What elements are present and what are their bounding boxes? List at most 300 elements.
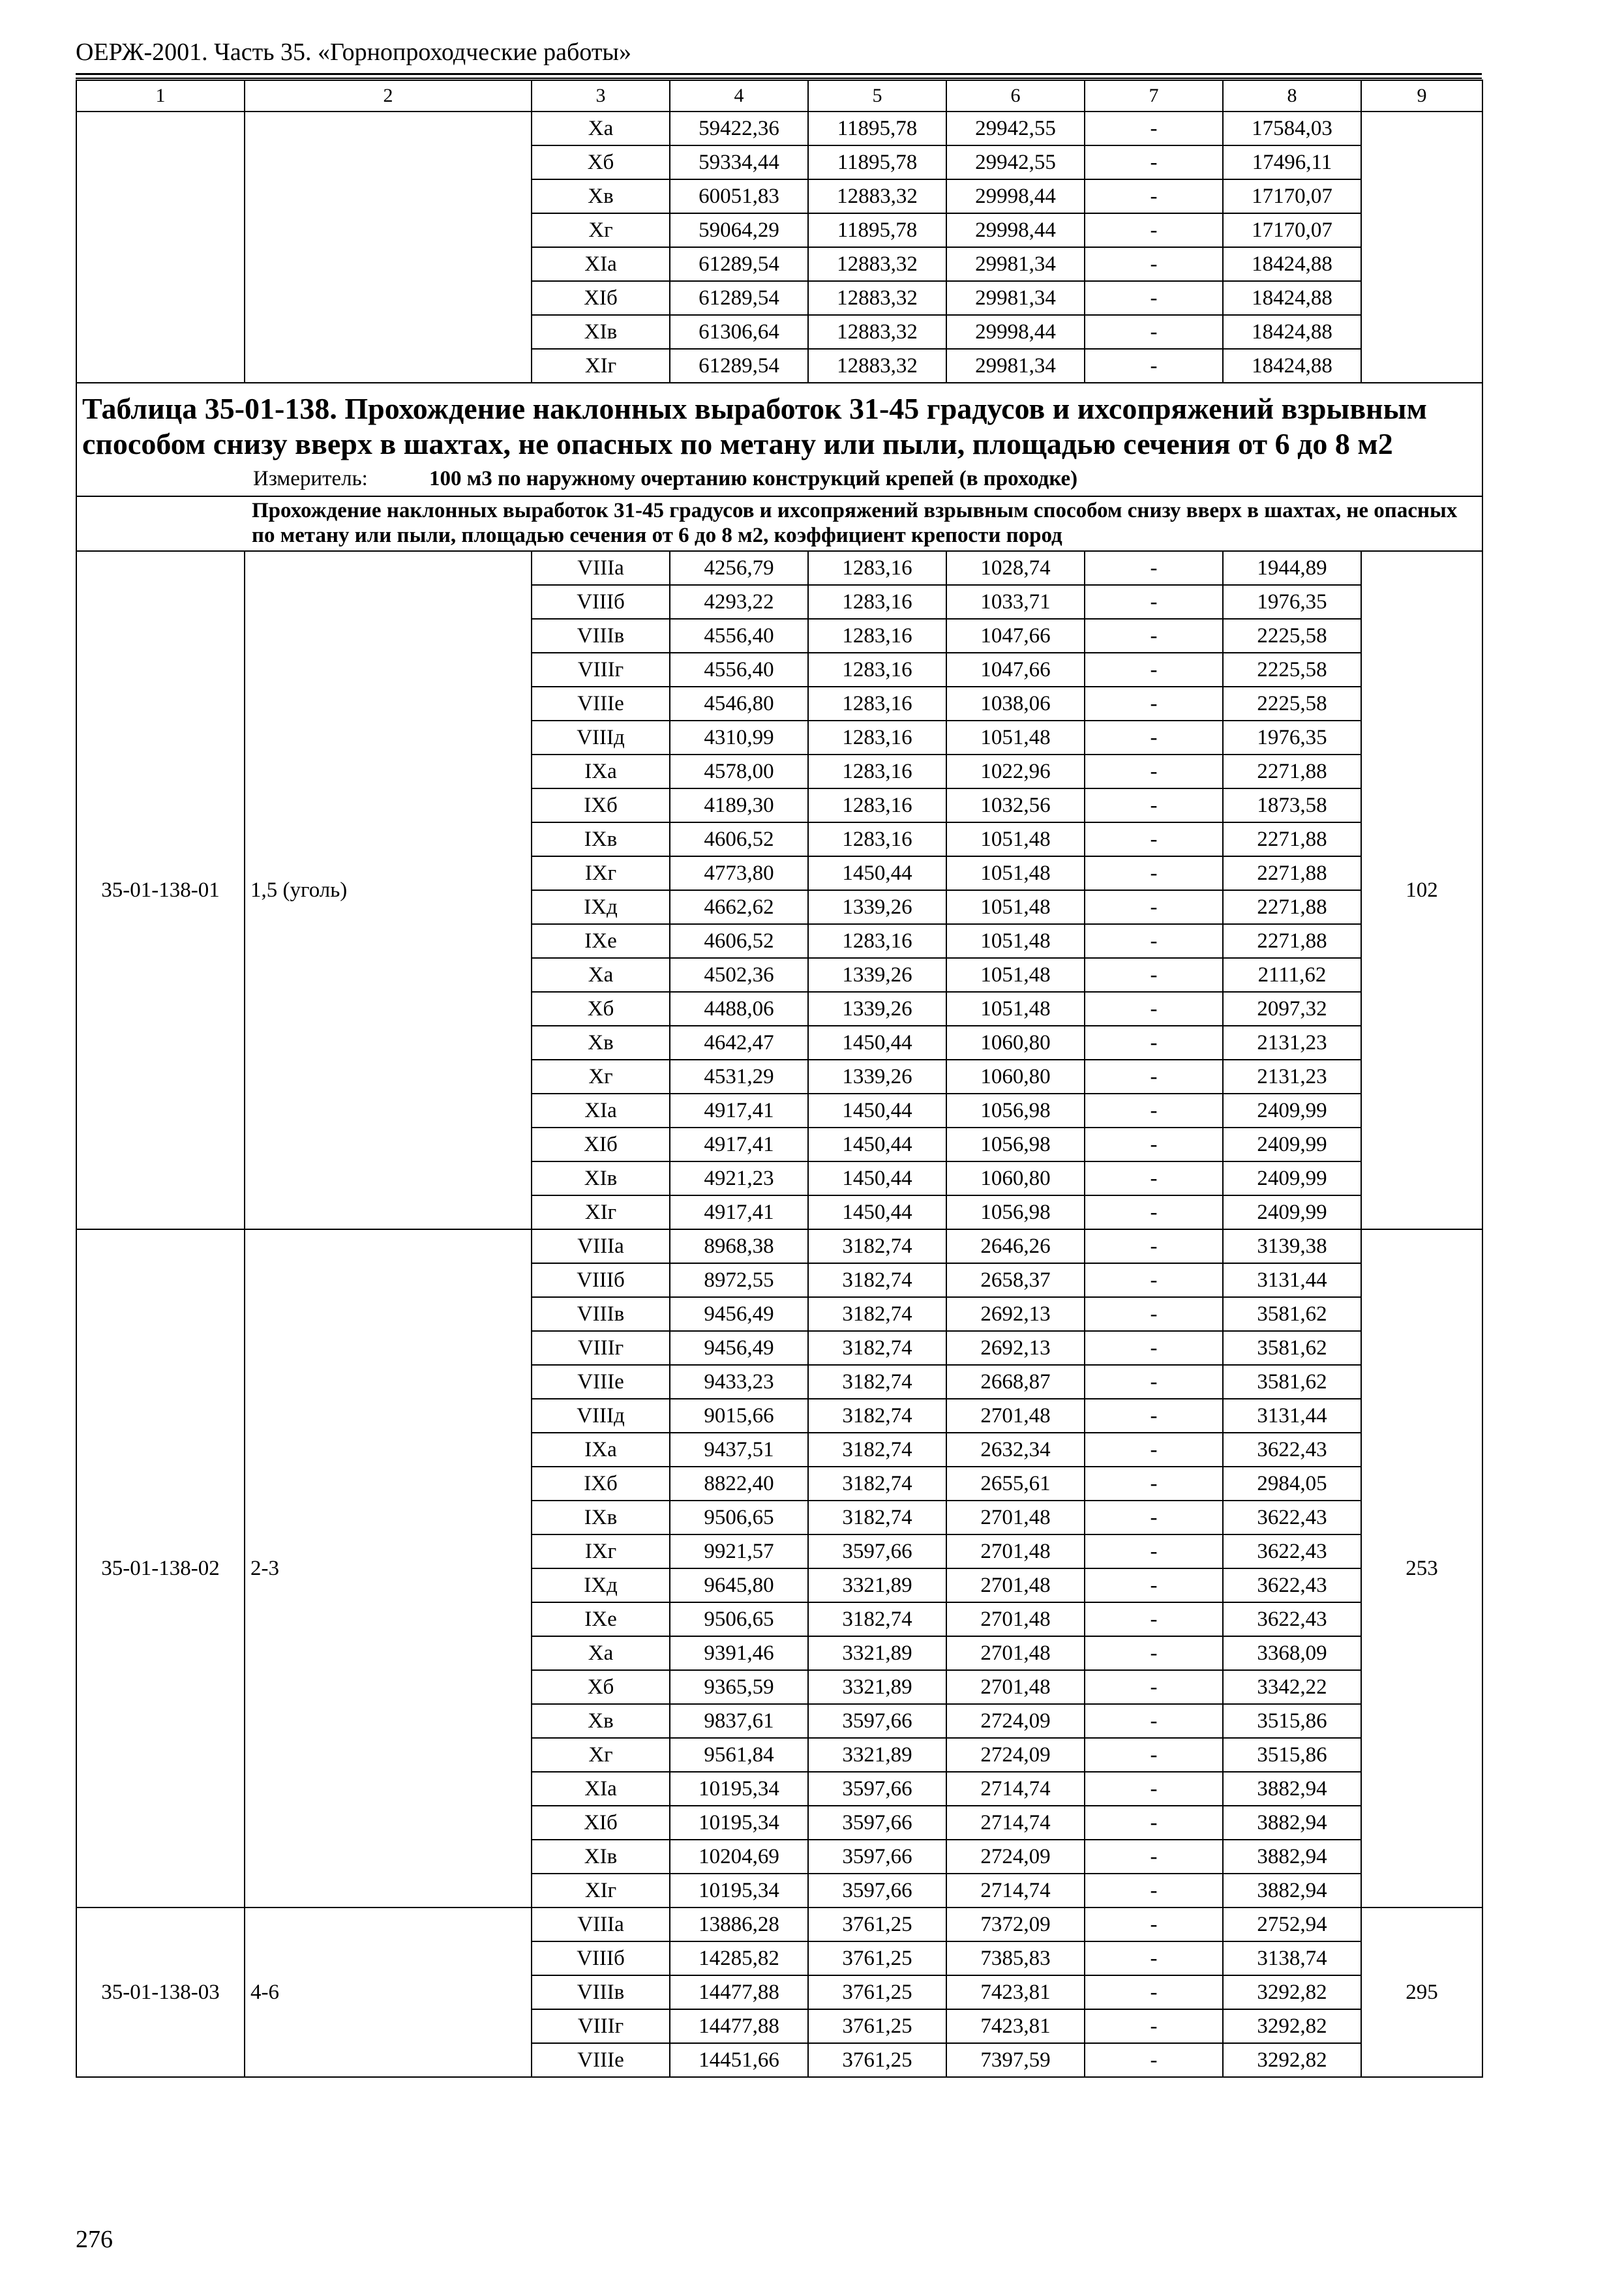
table-cell: 17170,07 [1223, 213, 1361, 247]
table-cell: Xв [532, 1026, 670, 1060]
table-cell: 3182,74 [808, 1297, 946, 1331]
table-cell: 2131,23 [1223, 1026, 1361, 1060]
table-cell: 4556,40 [670, 653, 808, 687]
table-cell: - [1085, 1297, 1223, 1331]
table-cell: - [1085, 1026, 1223, 1060]
table-cell: 3882,94 [1223, 1806, 1361, 1840]
table-cell: 14451,66 [670, 2043, 808, 2077]
table-cell: - [1085, 247, 1223, 281]
table-cell: 2131,23 [1223, 1060, 1361, 1094]
table-cell: 4531,29 [670, 1060, 808, 1094]
table-cell: Xв [532, 179, 670, 213]
table-cell: 1283,16 [808, 551, 946, 585]
table-cell: - [1085, 1941, 1223, 1975]
table-cell: 9433,23 [670, 1365, 808, 1399]
table-cell: 2724,09 [946, 1840, 1085, 1874]
table-cell: 3182,74 [808, 1467, 946, 1501]
table-cell: 7423,81 [946, 2009, 1085, 2043]
table-cell: 59064,29 [670, 213, 808, 247]
table-cell: 1450,44 [808, 856, 946, 890]
table-cell: VIIIг [532, 653, 670, 687]
table-cell: 10195,34 [670, 1874, 808, 1908]
table-cell: IXб [532, 1467, 670, 1501]
table-cell: 1051,48 [946, 992, 1085, 1026]
table-cell: IXa [532, 755, 670, 788]
item-code: 35-01-138-01 [76, 551, 245, 1229]
table-cell: 1047,66 [946, 619, 1085, 653]
table-cell: IXг [532, 1534, 670, 1568]
table-cell: 3321,89 [808, 1568, 946, 1602]
table-cell: 4917,41 [670, 1195, 808, 1229]
table-cell: 3182,74 [808, 1433, 946, 1467]
table-cell: 1038,06 [946, 687, 1085, 721]
table-cell: 4917,41 [670, 1094, 808, 1128]
table-cell: 29998,44 [946, 179, 1085, 213]
table-cell: 3882,94 [1223, 1772, 1361, 1806]
table-cell: 29981,34 [946, 281, 1085, 315]
table-cell: 2668,87 [946, 1365, 1085, 1399]
table-cell: XIв [532, 1840, 670, 1874]
table-cell: 14477,88 [670, 1975, 808, 2009]
table-cell: 9456,49 [670, 1297, 808, 1331]
table-cell: 3622,43 [1223, 1568, 1361, 1602]
column-number: 4 [670, 80, 808, 112]
table-cell: 2701,48 [946, 1568, 1085, 1602]
table-cell: IXв [532, 1501, 670, 1534]
table-cell: 3182,74 [808, 1331, 946, 1365]
table-cell: 4546,80 [670, 687, 808, 721]
table-cell: 2111,62 [1223, 958, 1361, 992]
table-cell: 2714,74 [946, 1874, 1085, 1908]
code-cell-empty [76, 112, 245, 383]
table-cell: 2724,09 [946, 1738, 1085, 1772]
table-cell: 3761,25 [808, 1975, 946, 2009]
table-cell: VIIIб [532, 1263, 670, 1297]
table-cell: - [1085, 721, 1223, 755]
table-cell: 2701,48 [946, 1534, 1085, 1568]
table-cell: 4488,06 [670, 992, 808, 1026]
table-cell: - [1085, 992, 1223, 1026]
table-cell: IXд [532, 1568, 670, 1602]
table-cell: - [1085, 1060, 1223, 1094]
table-cell: XIa [532, 1094, 670, 1128]
table-cell: Xб [532, 145, 670, 179]
table-cell: 12883,32 [808, 315, 946, 349]
table-cell: XIa [532, 247, 670, 281]
table-cell: 3321,89 [808, 1636, 946, 1670]
table-cell: 1283,16 [808, 924, 946, 958]
table-cell: 3182,74 [808, 1501, 946, 1534]
table-cell: VIIIa [532, 551, 670, 585]
table-cell: IXa [532, 1433, 670, 1467]
table-row [76, 551, 1482, 585]
table-cell: 1056,98 [946, 1195, 1085, 1229]
table-cell: 9921,57 [670, 1534, 808, 1568]
table-cell: 2692,13 [946, 1297, 1085, 1331]
table-cell: - [1085, 2009, 1223, 2043]
table-cell: - [1085, 281, 1223, 315]
table-cell: VIIIе [532, 687, 670, 721]
table-cell: 18424,88 [1223, 281, 1361, 315]
table-cell: 13886,28 [670, 1908, 808, 1941]
table-cell: - [1085, 1128, 1223, 1161]
table-cell: 1976,35 [1223, 721, 1361, 755]
table-cell: 2658,37 [946, 1263, 1085, 1297]
table-cell: 1283,16 [808, 619, 946, 653]
table-cell: 2714,74 [946, 1806, 1085, 1840]
column-number: 6 [946, 80, 1085, 112]
table-cell: 1450,44 [808, 1128, 946, 1161]
table-cell: 2271,88 [1223, 755, 1361, 788]
table-cell: 1051,48 [946, 856, 1085, 890]
table-row [76, 112, 1482, 145]
price-table [76, 80, 1483, 2078]
table-cell: 2225,58 [1223, 687, 1361, 721]
table-cell: 1283,16 [808, 788, 946, 822]
table-cell: 2225,58 [1223, 619, 1361, 653]
measure-line [82, 466, 1477, 492]
table-cell: 3597,66 [808, 1840, 946, 1874]
table-cell: 1283,16 [808, 585, 946, 619]
table-cell: 2692,13 [946, 1331, 1085, 1365]
table-cell: Xг [532, 1738, 670, 1772]
table-cell: 4606,52 [670, 822, 808, 856]
table-cell: 1051,48 [946, 924, 1085, 958]
table-cell: 1450,44 [808, 1094, 946, 1128]
table-cell: VIIIг [532, 1331, 670, 1365]
table-cell: 3622,43 [1223, 1433, 1361, 1467]
table-cell: 12883,32 [808, 281, 946, 315]
table-cell: 3622,43 [1223, 1501, 1361, 1534]
table-cell: 1283,16 [808, 822, 946, 856]
table-cell: - [1085, 1908, 1223, 1941]
table-cell: 9837,61 [670, 1704, 808, 1738]
table-cell: 3138,74 [1223, 1941, 1361, 1975]
table-cell: 2409,99 [1223, 1195, 1361, 1229]
table-cell: 29981,34 [946, 247, 1085, 281]
table-cell: - [1085, 1501, 1223, 1534]
table-cell: 2701,48 [946, 1602, 1085, 1636]
table-cell: 1047,66 [946, 653, 1085, 687]
table-cell: - [1085, 755, 1223, 788]
table-cell: 3761,25 [808, 1908, 946, 1941]
table-cell: - [1085, 1161, 1223, 1195]
table-cell: 2409,99 [1223, 1128, 1361, 1161]
table-cell: 11895,78 [808, 213, 946, 247]
table-cell: - [1085, 1670, 1223, 1704]
table-cell: 4293,22 [670, 585, 808, 619]
table-cell: 2984,05 [1223, 1467, 1361, 1501]
table-cell: 3321,89 [808, 1738, 946, 1772]
table-cell: XIa [532, 1772, 670, 1806]
column-number: 5 [808, 80, 946, 112]
table-cell: VIIIд [532, 1399, 670, 1433]
table-cell: 3581,62 [1223, 1331, 1361, 1365]
table-cell: 10195,34 [670, 1772, 808, 1806]
table-cell: 18424,88 [1223, 315, 1361, 349]
col9-cell-empty [1361, 112, 1482, 383]
table-title-row [76, 383, 1482, 496]
table-cell: 3597,66 [808, 1772, 946, 1806]
table-cell: XIб [532, 1128, 670, 1161]
table-cell: 3368,09 [1223, 1636, 1361, 1670]
table-cell: 9365,59 [670, 1670, 808, 1704]
table-cell: 8822,40 [670, 1467, 808, 1501]
table-cell: 10204,69 [670, 1840, 808, 1874]
table-cell: 4773,80 [670, 856, 808, 890]
column-number: 9 [1361, 80, 1482, 112]
table-cell: 3581,62 [1223, 1365, 1361, 1399]
table-cell: - [1085, 1840, 1223, 1874]
table-cell: IXе [532, 924, 670, 958]
table-cell: 8968,38 [670, 1229, 808, 1263]
table-cell: - [1085, 924, 1223, 958]
table-cell: 3882,94 [1223, 1874, 1361, 1908]
table-cell: 12883,32 [808, 247, 946, 281]
table-cell: - [1085, 1534, 1223, 1568]
table-cell: 3581,62 [1223, 1297, 1361, 1331]
table-cell: 17496,11 [1223, 145, 1361, 179]
table-cell: 9506,65 [670, 1501, 808, 1534]
table-cell: 9015,66 [670, 1399, 808, 1433]
table-cell: Xг [532, 213, 670, 247]
table-cell: VIIIв [532, 1975, 670, 2009]
table-cell: 2271,88 [1223, 890, 1361, 924]
table-cell: 2701,48 [946, 1636, 1085, 1670]
table-cell: 29981,34 [946, 349, 1085, 383]
table-cell: 12883,32 [808, 179, 946, 213]
rock-hardness: 1,5 (уголь) [245, 551, 532, 1229]
table-title: Таблица 35-01-138. Прохождение наклонных выработок 31-45 градусов и ихсопряжений взрывным способом снизу вверх в шахтах, не опасных по метану или пыли, площадью сечения от 6 до 8 м2 [82, 392, 1427, 460]
table-cell: 29998,44 [946, 213, 1085, 247]
table-cell: Xa [532, 1636, 670, 1670]
table-cell: 2409,99 [1223, 1161, 1361, 1195]
table-cell: 4917,41 [670, 1128, 808, 1161]
table-cell: 9645,80 [670, 1568, 808, 1602]
table-cell: 2701,48 [946, 1670, 1085, 1704]
table-cell: - [1085, 585, 1223, 619]
table-cell: 29942,55 [946, 145, 1085, 179]
table-row [76, 1908, 1482, 1941]
table-cell: VIIIд [532, 721, 670, 755]
column-number: 3 [532, 80, 670, 112]
column-number-row [76, 80, 1482, 112]
table-cell: IXд [532, 890, 670, 924]
table-cell: - [1085, 551, 1223, 585]
table-cell: Xб [532, 992, 670, 1026]
table-cell: 3292,82 [1223, 2009, 1361, 2043]
table-cell: 14477,88 [670, 2009, 808, 2043]
table-cell: - [1085, 1738, 1223, 1772]
table-cell: 3139,38 [1223, 1229, 1361, 1263]
table-cell: - [1085, 112, 1223, 145]
table-cell: 4556,40 [670, 619, 808, 653]
column-number: 7 [1085, 80, 1223, 112]
table-cell: 1056,98 [946, 1128, 1085, 1161]
table-cell: XIв [532, 315, 670, 349]
table-cell: - [1085, 687, 1223, 721]
table-cell: - [1085, 315, 1223, 349]
table-cell: 3292,82 [1223, 1975, 1361, 2009]
table-cell: 12883,32 [808, 349, 946, 383]
table-cell: VIIIе [532, 2043, 670, 2077]
table-cell: 2632,34 [946, 1433, 1085, 1467]
table-cell: - [1085, 2043, 1223, 2077]
table-cell: IXг [532, 856, 670, 890]
table-cell: 3761,25 [808, 2009, 946, 2043]
table-cell: Xб [532, 1670, 670, 1704]
table-cell: 4606,52 [670, 924, 808, 958]
table-cell: 59334,44 [670, 145, 808, 179]
item-code: 35-01-138-02 [76, 1229, 245, 1908]
table-cell: 8972,55 [670, 1263, 808, 1297]
table-cell: - [1085, 213, 1223, 247]
table-cell: - [1085, 1806, 1223, 1840]
table-cell: - [1085, 1331, 1223, 1365]
column9-value: 295 [1361, 1908, 1482, 2077]
table-cell: 7423,81 [946, 1975, 1085, 2009]
table-cell: 3761,25 [808, 2043, 946, 2077]
table-cell: VIIIв [532, 1297, 670, 1331]
table-cell: 1450,44 [808, 1026, 946, 1060]
table-cell: - [1085, 1975, 1223, 2009]
table-cell: VIIIг [532, 2009, 670, 2043]
table-cell: 3292,82 [1223, 2043, 1361, 2077]
column-number: 1 [76, 80, 245, 112]
table-cell: 3321,89 [808, 1670, 946, 1704]
column9-value: 253 [1361, 1229, 1482, 1908]
table-cell: 7385,83 [946, 1941, 1085, 1975]
table-cell: 3597,66 [808, 1534, 946, 1568]
table-cell: 1060,80 [946, 1060, 1085, 1094]
table-cell: 2409,99 [1223, 1094, 1361, 1128]
table-row [76, 1229, 1482, 1263]
description-row [76, 496, 1482, 551]
table-cell: 1051,48 [946, 721, 1085, 755]
item-code: 35-01-138-03 [76, 1908, 245, 2077]
table-cell: 3761,25 [808, 1941, 946, 1975]
table-cell: 1056,98 [946, 1094, 1085, 1128]
table-cell: 2701,48 [946, 1501, 1085, 1534]
rock-hardness: 4-6 [245, 1908, 532, 2077]
table-cell: VIIIб [532, 585, 670, 619]
table-cell: 3515,86 [1223, 1738, 1361, 1772]
table-cell: 1033,71 [946, 585, 1085, 619]
table-cell: - [1085, 619, 1223, 653]
table-cell: - [1085, 179, 1223, 213]
table-cell: 11895,78 [808, 112, 946, 145]
table-cell: 3342,22 [1223, 1670, 1361, 1704]
table-cell: - [1085, 822, 1223, 856]
table-cell: 1283,16 [808, 687, 946, 721]
table-cell: - [1085, 1568, 1223, 1602]
table-cell: XIг [532, 1874, 670, 1908]
table-cell: 9561,84 [670, 1738, 808, 1772]
table-cell: 7372,09 [946, 1908, 1085, 1941]
table-cell: 1976,35 [1223, 585, 1361, 619]
table-cell: 2724,09 [946, 1704, 1085, 1738]
page-number: 276 [76, 2226, 113, 2253]
hardness-cell-empty [245, 112, 532, 383]
table-cell: XIг [532, 1195, 670, 1229]
table-cell: 3182,74 [808, 1602, 946, 1636]
document-header: ОЕРЖ-2001. Часть 35. «Горнопроходческие работы» [76, 38, 631, 66]
table-cell: 4310,99 [670, 721, 808, 755]
table-cell: - [1085, 1467, 1223, 1501]
table-cell: 1022,96 [946, 755, 1085, 788]
table-cell: 18424,88 [1223, 247, 1361, 281]
table-description: Прохождение наклонных выработок 31-45 градусов и ихсопряжений взрывным способом снизу вверх в шахтах, не опасных по метану или пыли, площадью сечения от 6 до 8 м2, коэффициент крепости пород [252, 499, 1458, 547]
table-cell: 4189,30 [670, 788, 808, 822]
table-cell: 1450,44 [808, 1161, 946, 1195]
table-cell: IXе [532, 1602, 670, 1636]
table-cell: 1283,16 [808, 721, 946, 755]
table-cell: 9437,51 [670, 1433, 808, 1467]
table-cell: - [1085, 349, 1223, 383]
table-cell: 1060,80 [946, 1161, 1085, 1195]
table-cell: 11895,78 [808, 145, 946, 179]
table-cell: 59422,36 [670, 112, 808, 145]
table-cell: 3597,66 [808, 1874, 946, 1908]
table-cell: VIIIв [532, 619, 670, 653]
table-cell: Xг [532, 1060, 670, 1094]
table-cell: 17170,07 [1223, 179, 1361, 213]
table-cell: 29942,55 [946, 112, 1085, 145]
table-cell: - [1085, 788, 1223, 822]
table-cell: 29998,44 [946, 315, 1085, 349]
table-cell: XIг [532, 349, 670, 383]
table-cell: 4642,47 [670, 1026, 808, 1060]
measure-label: Измеритель: [253, 467, 368, 490]
table-cell: 1873,58 [1223, 788, 1361, 822]
table-cell: 1944,89 [1223, 551, 1361, 585]
table-cell: 3131,44 [1223, 1263, 1361, 1297]
table-cell: XIб [532, 281, 670, 315]
table-cell: 1060,80 [946, 1026, 1085, 1060]
table-cell: 2271,88 [1223, 856, 1361, 890]
table-cell: 4256,79 [670, 551, 808, 585]
table-cell: 61289,54 [670, 349, 808, 383]
table-cell: 2646,26 [946, 1229, 1085, 1263]
table-cell: VIIIб [532, 1941, 670, 1975]
table-cell: - [1085, 856, 1223, 890]
table-cell: 9391,46 [670, 1636, 808, 1670]
table-cell: - [1085, 1094, 1223, 1128]
table-cell: VIIIе [532, 1365, 670, 1399]
table-cell: 3182,74 [808, 1229, 946, 1263]
table-cell: 1028,74 [946, 551, 1085, 585]
table-cell: 10195,34 [670, 1806, 808, 1840]
table-cell: - [1085, 1229, 1223, 1263]
table-cell: VIIIa [532, 1229, 670, 1263]
table-cell: 60051,83 [670, 179, 808, 213]
table-cell: 4662,62 [670, 890, 808, 924]
table-cell: 1032,56 [946, 788, 1085, 822]
table-cell: - [1085, 1874, 1223, 1908]
table-cell: 7397,59 [946, 2043, 1085, 2077]
table-cell: 18424,88 [1223, 349, 1361, 383]
table-cell: - [1085, 1704, 1223, 1738]
table-cell: 2225,58 [1223, 653, 1361, 687]
table-cell: Xa [532, 112, 670, 145]
table-cell: 2714,74 [946, 1772, 1085, 1806]
table-cell: - [1085, 958, 1223, 992]
table-cell: 2271,88 [1223, 924, 1361, 958]
table-cell: 61306,64 [670, 315, 808, 349]
column9-value: 102 [1361, 551, 1482, 1229]
table-cell: 3597,66 [808, 1704, 946, 1738]
table-cell: 1339,26 [808, 992, 946, 1026]
